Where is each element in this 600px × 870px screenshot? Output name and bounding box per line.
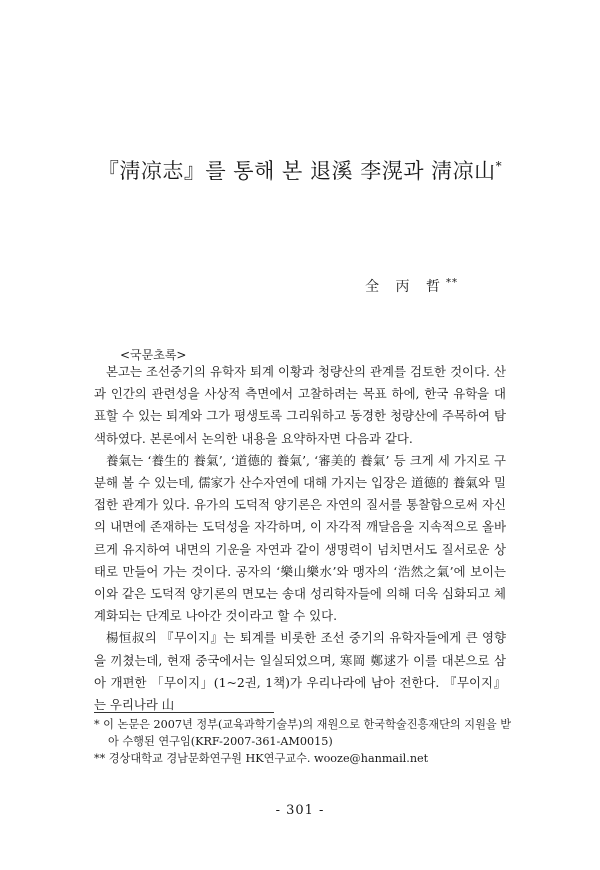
footnotes [94,716,514,767]
paper-title [0,155,600,185]
author-name: 全 丙 哲 [365,279,446,295]
abstract-body [94,361,506,716]
title-footnote-marker: * [495,159,503,173]
abstract-paragraph-1: 본고는 조선중기의 유학자 퇴계 이황과 청량산의 관계를 검토한 것이다. 산과 인간의 관련성을 사상적 측면에서 고찰하려는 목표 하에, 한국 유학을 대표할 수 있는 퇴계와 그가 평생토록 그리워하고 동경한 청량산에 주목하여 탐색하였다. 본론에서 논의한 내용을 요약하자면 다음과 같다. [94,364,506,446]
footnote-divider [94,712,274,713]
abstract-paragraph-3: 楊恒叔의 『무이지』는 퇴계를 비롯한 조선 중기의 유학자들에게 큰 영향을 끼쳤는데, 현재 중국에서는 일실되었으며, 寒岡 鄭逑가 이를 대본으로 삼아 개편한 「무이지」(1~2권, 1책)가 우리나라에 남아 전한다. 『무이지』는 우리나라 山 [94,630,506,713]
author-footnote-marker: ** [446,277,458,289]
abstract-paragraph-2: 養氣는 ‘養生的 養氣’, ‘道德的 養氣’, ‘審美的 養氣’ 등 크게 세 가지로 구분해 볼 수 있는데, 儒家가 산수자연에 대해 가지는 입장은 道德的 養氣와 밀접한 관계가 있다. 유가의 도덕적 양기론은 자연의 질서를 통찰함으로써 자신의 내면에 존재하는 도덕성을 자각하며, 이 자각적 깨달음을 지속적으로 올바르게 유지하여 내면의 기운을 자연과 같이 생명력이 넘치면서도 질서로운 상태로 만들어 가는 것이다. 공자의 ‘樂山樂水’와 맹자의 ‘浩然之氣’에 보이는 이와 같은 도덕적 양기론의 면모는 송대 성리학자들에 의해 더욱 심화되고 체계화되는 단계로 나아간 것이라고 할 수 있다. [94,452,506,624]
abstract-label: <국문초록> [120,348,187,362]
author-line [365,276,458,296]
page-number: - 301 - [275,803,325,818]
paper-title-text: 『淸凉志』를 통해 본 退溪 李滉과 淸凉山 [97,159,496,183]
footnote-author-affiliation: ** 경상대학교 경남문화연구원 HK연구교수. wooze@hanmail.net [94,752,429,765]
footnote-funding: * 이 논문은 2007년 정부(교육과학기술부)의 재원으로 한국학술진흥재단의 지원을 받아 수행된 연구임(KRF-2007-361-AM0015) [94,718,512,748]
